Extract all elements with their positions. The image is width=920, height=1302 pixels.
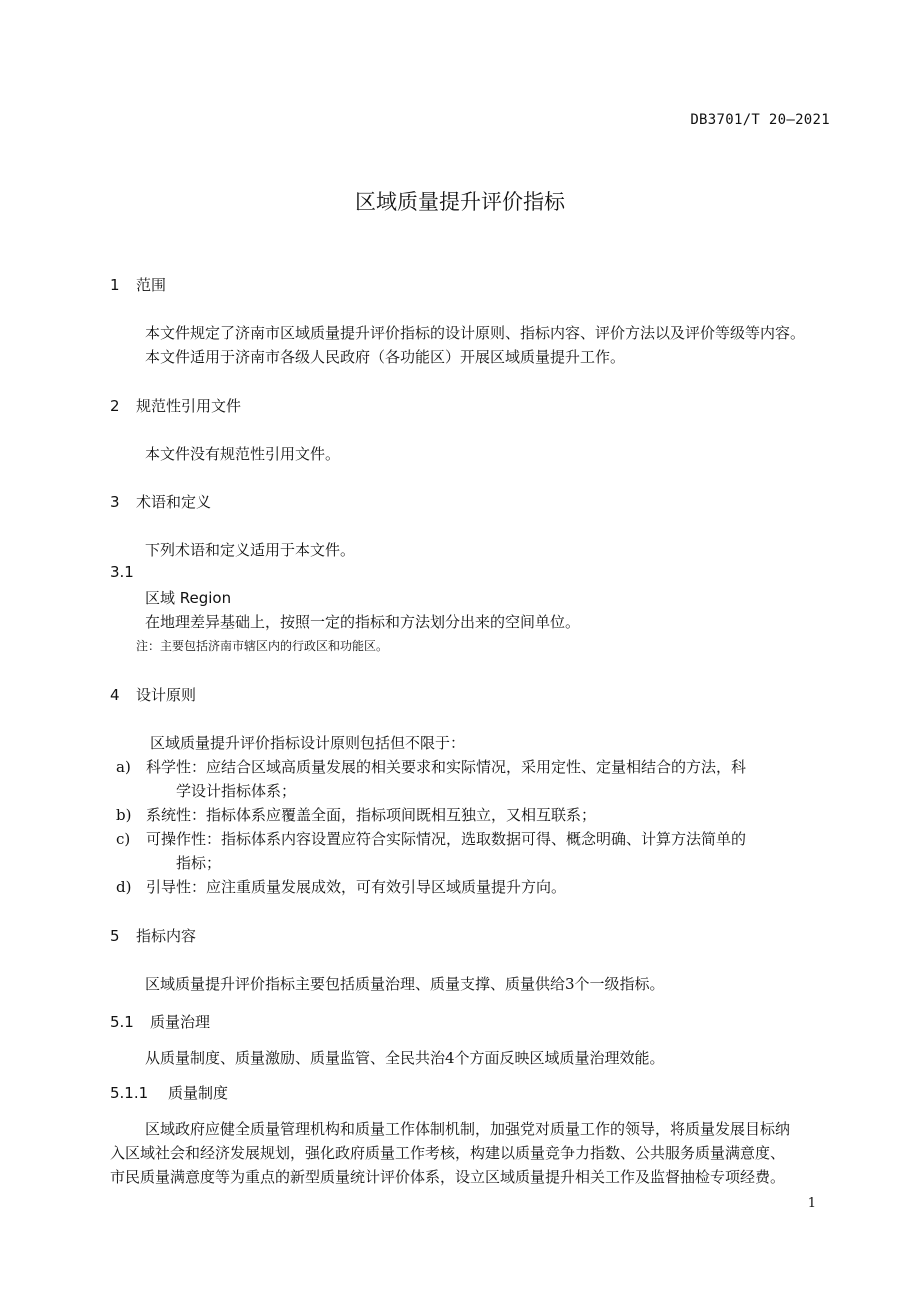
list-text: 系统性：指标体系应覆盖全面，指标项间既相互独立，又相互联系； bbox=[146, 806, 597, 824]
section-number: 5.1 bbox=[110, 1013, 134, 1031]
section-title: 设计原则 bbox=[136, 686, 197, 704]
section-title: 质量制度 bbox=[168, 1084, 229, 1102]
section-5-paragraph: 区域质量提升评价指标主要包括质量治理、质量支撑、质量供给3个一级指标。 bbox=[145, 975, 665, 993]
section-2-heading bbox=[110, 395, 241, 416]
subsection-5-1-1-line-3: 市民质量满意度等为重点的新型质量统计评价体系，设立区域质量提升相关工作及监督抽检专项经费。 bbox=[110, 1168, 786, 1186]
section-3-paragraph: 下列术语和定义适用于本文件。 bbox=[145, 541, 356, 559]
subsection-5-1-1-heading bbox=[110, 1082, 228, 1103]
section-number: 5.1.1 bbox=[110, 1084, 149, 1102]
list-marker: a) bbox=[116, 758, 131, 776]
list-item-continuation: 指标； bbox=[176, 854, 222, 872]
list-text: 引导性：应注重质量发展成效，可有效引导区域质量提升方向。 bbox=[146, 878, 567, 896]
subsection-5-1-paragraph: 从质量制度、质量激励、质量监管、全民共治4个方面反映区域质量治理效能。 bbox=[145, 1049, 665, 1067]
section-number: 4 bbox=[110, 686, 120, 704]
list-item bbox=[116, 828, 746, 849]
term-definition: 在地理差异基础上，按照一定的指标和方法划分出来的空间单位。 bbox=[145, 613, 581, 631]
section-2-paragraph: 本文件没有规范性引用文件。 bbox=[145, 445, 341, 463]
section-title: 范围 bbox=[136, 276, 167, 294]
section-1-paragraph-2: 本文件适用于济南市各级人民政府（各功能区）开展区域质量提升工作。 bbox=[145, 348, 626, 366]
section-1-heading bbox=[110, 274, 166, 295]
list-text: 可操作性：指标体系内容设置应符合实际情况，选取数据可得、概念明确、计算方法简单的 bbox=[146, 830, 747, 848]
subsection-3-1-number: 3.1 bbox=[110, 563, 134, 581]
subsection-5-1-1-line-2: 入区域社会和经济发展规划，强化政府质量工作考核，构建以质量竞争力指数、公共服务质量满意度、 bbox=[110, 1144, 786, 1162]
section-1-paragraph-1: 本文件规定了济南市区域质量提升评价指标的设计原则、指标内容、评价方法以及评价等级等内容。 bbox=[145, 324, 806, 342]
list-item-continuation: 学设计指标体系； bbox=[176, 782, 297, 800]
document-code: DB3701/T 20—2021 bbox=[690, 112, 830, 128]
subsection-5-1-heading bbox=[110, 1011, 210, 1032]
page-number: 1 bbox=[807, 1196, 816, 1211]
list-marker: c) bbox=[116, 830, 131, 848]
list-item bbox=[116, 876, 566, 897]
page-title: 区域质量提升评价指标 bbox=[355, 190, 565, 214]
section-title: 质量治理 bbox=[150, 1013, 211, 1031]
section-number: 2 bbox=[110, 397, 120, 415]
subsection-5-1-1-line-1: 区域政府应健全质量管理机构和质量工作体制机制，加强党对质量工作的领导，将质量发展目标纳 bbox=[145, 1120, 791, 1138]
section-3-heading bbox=[110, 491, 211, 512]
list-item bbox=[116, 756, 746, 777]
section-4-intro: 区域质量提升评价指标设计原则包括但不限于： bbox=[150, 734, 466, 752]
term-note: 注：主要包括济南市辖区内的行政区和功能区。 bbox=[136, 639, 389, 653]
section-4-heading bbox=[110, 684, 196, 705]
section-number: 1 bbox=[110, 276, 120, 294]
list-text: 科学性：应结合区域高质量发展的相关要求和实际情况，采用定性、定量相结合的方法，科 bbox=[146, 758, 747, 776]
section-title: 指标内容 bbox=[136, 927, 197, 945]
term-name: 区域 Region bbox=[145, 589, 232, 607]
section-title: 规范性引用文件 bbox=[136, 397, 242, 415]
section-title: 术语和定义 bbox=[136, 493, 212, 511]
list-marker: d) bbox=[116, 878, 132, 896]
list-marker: b) bbox=[116, 806, 132, 824]
list-item bbox=[116, 804, 596, 825]
section-number: 5 bbox=[110, 927, 120, 945]
section-number: 3 bbox=[110, 493, 120, 511]
section-5-heading bbox=[110, 925, 196, 946]
